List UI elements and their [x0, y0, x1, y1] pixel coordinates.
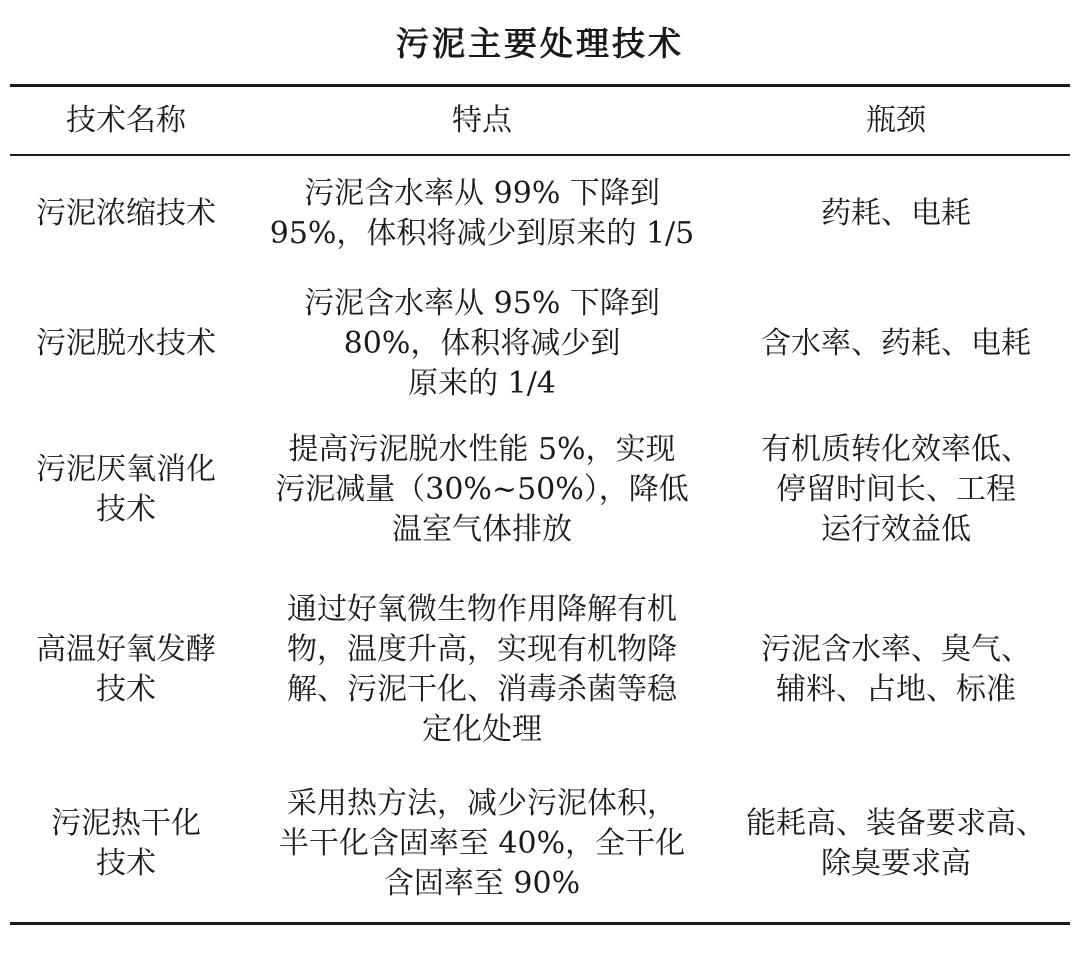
cell-line: 污泥含水率从 95% 下降到 [304, 286, 660, 321]
header-features: 特点 [452, 103, 512, 138]
cell-line: 运行效益低 [821, 512, 971, 547]
cell-line: 技术 [96, 672, 156, 707]
cell-line: 除臭要求高 [821, 846, 971, 881]
technology-name-cell [10, 630, 242, 710]
table-row [10, 282, 1070, 406]
features-cell [242, 284, 722, 404]
cell-line: 污泥厌氧消化 [36, 452, 216, 487]
cell-line: 能耗高、装备要求高、 [746, 806, 1046, 841]
cell-line: 原来的 1/4 [408, 366, 556, 401]
features-cell [242, 784, 722, 904]
bottleneck-cell [722, 630, 1070, 710]
bottleneck-cell [722, 194, 1070, 234]
cell-line: 技术 [96, 492, 156, 527]
table-row [10, 588, 1070, 752]
features-cell [242, 590, 722, 750]
features-cell [242, 174, 722, 254]
cell-line: 含固率至 90% [383, 866, 581, 901]
cell-line: 含水率、药耗、电耗 [761, 326, 1031, 361]
cell-line: 污泥热干化 [51, 806, 201, 841]
cell-line: 解、污泥干化、消毒杀菌等稳 [287, 672, 677, 707]
header-rule [10, 154, 1070, 156]
cell-line: 有机质转化效率低、 [761, 432, 1031, 467]
header-technology-name: 技术名称 [66, 103, 186, 138]
table-row [10, 168, 1070, 260]
cell-line: 物，温度升高，实现有机物降 [287, 632, 677, 667]
cell-line: 技术 [96, 846, 156, 881]
cell-line: 提高污泥脱水性能 5%，实现 [288, 432, 676, 467]
bottleneck-cell [722, 804, 1070, 884]
cell-line: 污泥浓缩技术 [36, 196, 216, 231]
technology-name-cell [10, 804, 242, 884]
features-cell [242, 430, 722, 550]
table-row [10, 782, 1070, 906]
technology-name-cell [10, 194, 242, 234]
cell-line: 辅料、占地、标准 [776, 672, 1016, 707]
cell-line: 污泥含水率、臭气、 [761, 632, 1031, 667]
cell-line: 80%，体积将减少到 [343, 326, 621, 361]
bottom-rule [10, 922, 1070, 925]
technology-name-cell [10, 450, 242, 530]
cell-line: 半干化含固率至 40%，全干化 [278, 826, 686, 861]
bottleneck-cell [722, 430, 1070, 550]
table-header [10, 88, 1070, 154]
cell-line: 污泥脱水技术 [36, 326, 216, 361]
technology-name-cell [10, 324, 242, 364]
table-title: 污泥主要处理技术 [396, 24, 684, 63]
cell-line: 污泥含水率从 99% 下降到 [304, 176, 660, 211]
cell-line: 定化处理 [422, 712, 542, 747]
bottleneck-cell [722, 324, 1070, 364]
header-bottleneck: 瓶颈 [866, 103, 926, 138]
cell-line: 采用热方法，减少污泥体积， [287, 786, 677, 821]
top-rule [10, 84, 1070, 87]
cell-line: 高温好氧发酵 [36, 632, 216, 667]
cell-line: 温室气体排放 [392, 512, 572, 547]
table-row [10, 428, 1070, 552]
cell-line: 污泥减量（30%~50%），降低 [275, 472, 689, 507]
cell-line: 停留时间长、工程 [776, 472, 1016, 507]
cell-line: 95%，体积将减少到原来的 1/5 [269, 216, 695, 251]
cell-line: 药耗、电耗 [821, 196, 971, 231]
cell-line: 通过好氧微生物作用降解有机 [287, 592, 677, 627]
